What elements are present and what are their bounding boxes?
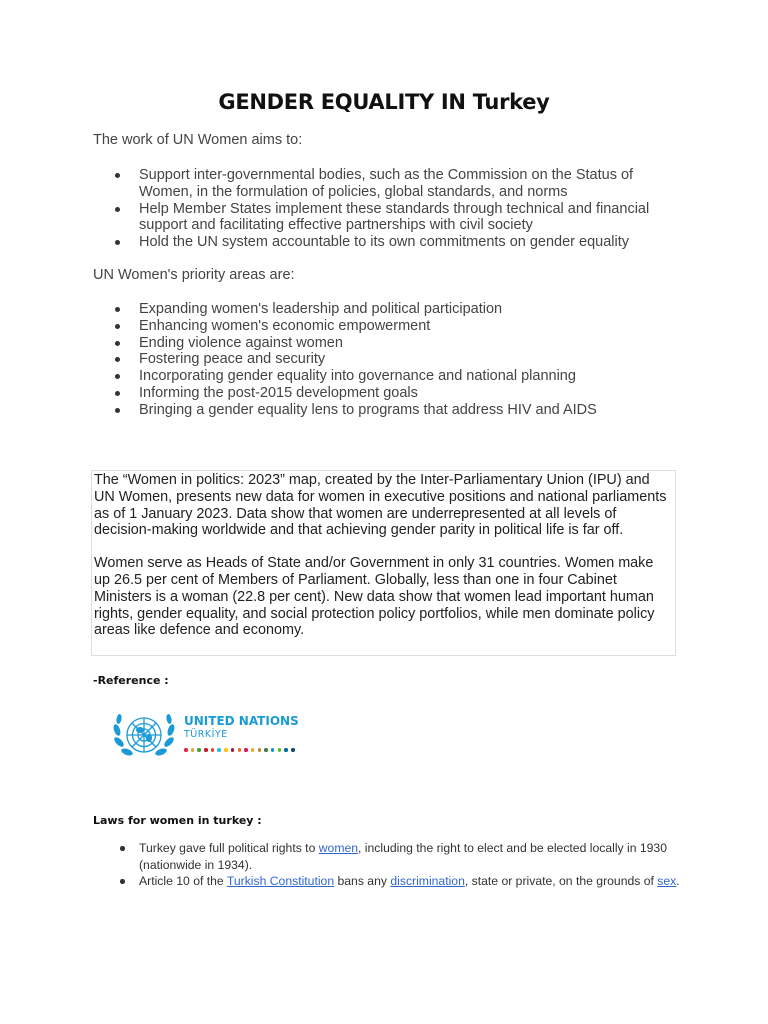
aims-list bbox=[93, 167, 683, 251]
bullet-icon bbox=[120, 879, 125, 884]
list-item: Expanding women's leadership and political participation bbox=[93, 301, 683, 318]
turkish-constitution-link[interactable]: Turkish Constitution bbox=[226, 874, 335, 889]
sdg-dot bbox=[204, 748, 208, 752]
bullet-icon bbox=[115, 341, 120, 346]
bullet-icon bbox=[115, 240, 120, 245]
women-in-politics-box bbox=[91, 470, 676, 656]
list-item: Ending violence against women bbox=[93, 335, 683, 352]
bullet-icon bbox=[115, 374, 120, 379]
priority-intro: UN Women's priority areas are: bbox=[93, 267, 295, 283]
list-item: Fostering peace and security bbox=[93, 351, 683, 368]
sdg-color-dots bbox=[184, 748, 295, 753]
list-item: Incorporating gender equality into governance and national planning bbox=[93, 368, 683, 385]
list-item: Informing the post-2015 development goals bbox=[93, 385, 683, 402]
bullet-icon bbox=[115, 357, 120, 362]
list-item: Article 10 of the Turkish Constitution bans any discrimination, state or private, on the grounds of sex. bbox=[93, 873, 693, 890]
sdg-dot bbox=[284, 748, 288, 752]
politics-paragraph-1: The “Women in politics: 2023” map, created by the Inter-Parliamentary Union (IPU) and UN Women, presents new data for women in executive positions and national parliaments as of 1 January 2023. Data show that women are underrepresented at all levels of decision-making worldwide and that achieving gender parity in political life is far off. bbox=[94, 472, 667, 539]
list-item: Support inter-governmental bodies, such as the Commission on the Status of Women, in the formulation of policies, global standards, and norms bbox=[93, 167, 683, 201]
laws-list bbox=[93, 840, 693, 890]
bullet-icon bbox=[120, 846, 125, 851]
un-turkiye-logo bbox=[111, 708, 301, 768]
bullet-icon bbox=[115, 307, 120, 312]
sdg-dot bbox=[264, 748, 268, 752]
list-item: Enhancing women's economic empowerment bbox=[93, 318, 683, 335]
women-link[interactable]: women bbox=[318, 841, 359, 855]
discrimination-link[interactable]: discrimination bbox=[390, 874, 465, 889]
list-item: Turkey gave full political rights to women, including the right to elect and be elected locally in 1930 (nationwide in 1934). bbox=[93, 840, 693, 873]
un-name-text: UNITED NATIONS bbox=[184, 714, 299, 728]
aims-intro: The work of UN Women aims to: bbox=[93, 132, 303, 148]
sex-link[interactable]: sex bbox=[657, 874, 677, 889]
bullet-icon bbox=[115, 391, 120, 396]
sdg-dot bbox=[231, 748, 235, 752]
page-title: GENDER EQUALITY IN Turkey bbox=[218, 90, 550, 114]
list-item: Hold the UN system accountable to its own commitments on gender equality bbox=[93, 234, 683, 251]
sdg-dot bbox=[251, 748, 255, 752]
bullet-icon bbox=[115, 207, 120, 212]
priority-list bbox=[93, 301, 683, 419]
sdg-dot bbox=[258, 748, 262, 752]
list-item: Bringing a gender equality lens to programs that address HIV and AIDS bbox=[93, 402, 683, 419]
sdg-dot bbox=[197, 748, 201, 752]
sdg-dot bbox=[191, 748, 195, 752]
sdg-dot bbox=[238, 748, 242, 752]
sdg-dot bbox=[271, 748, 275, 752]
sdg-dot bbox=[184, 748, 188, 752]
un-emblem-icon bbox=[111, 708, 177, 766]
sdg-dot bbox=[211, 748, 215, 752]
bullet-icon bbox=[115, 324, 120, 329]
un-country-text: TÜRKİYE bbox=[184, 729, 228, 740]
list-item: Help Member States implement these standards through technical and financial support and facilitating effective partnerships with civil society bbox=[93, 201, 683, 235]
bullet-icon bbox=[115, 173, 120, 178]
sdg-dot bbox=[291, 748, 295, 752]
laws-heading: Laws for women in turkey : bbox=[93, 814, 262, 827]
sdg-dot bbox=[244, 748, 248, 752]
reference-label: -Reference : bbox=[93, 674, 169, 687]
politics-paragraph-2: Women serve as Heads of State and/or Government in only 31 countries. Women make up 26.5 per cent of Members of Parliament. Globally, less than one in four Cabinet Ministers is a woman (22.8 per cent). New data show that women lead important human rights, gender equality, and social protection policy portfolios, while men dominate policy areas like defence and economy. bbox=[94, 555, 655, 639]
bullet-icon bbox=[115, 408, 120, 413]
sdg-dot bbox=[278, 748, 282, 752]
sdg-dot bbox=[224, 748, 228, 752]
sdg-dot bbox=[217, 748, 221, 752]
